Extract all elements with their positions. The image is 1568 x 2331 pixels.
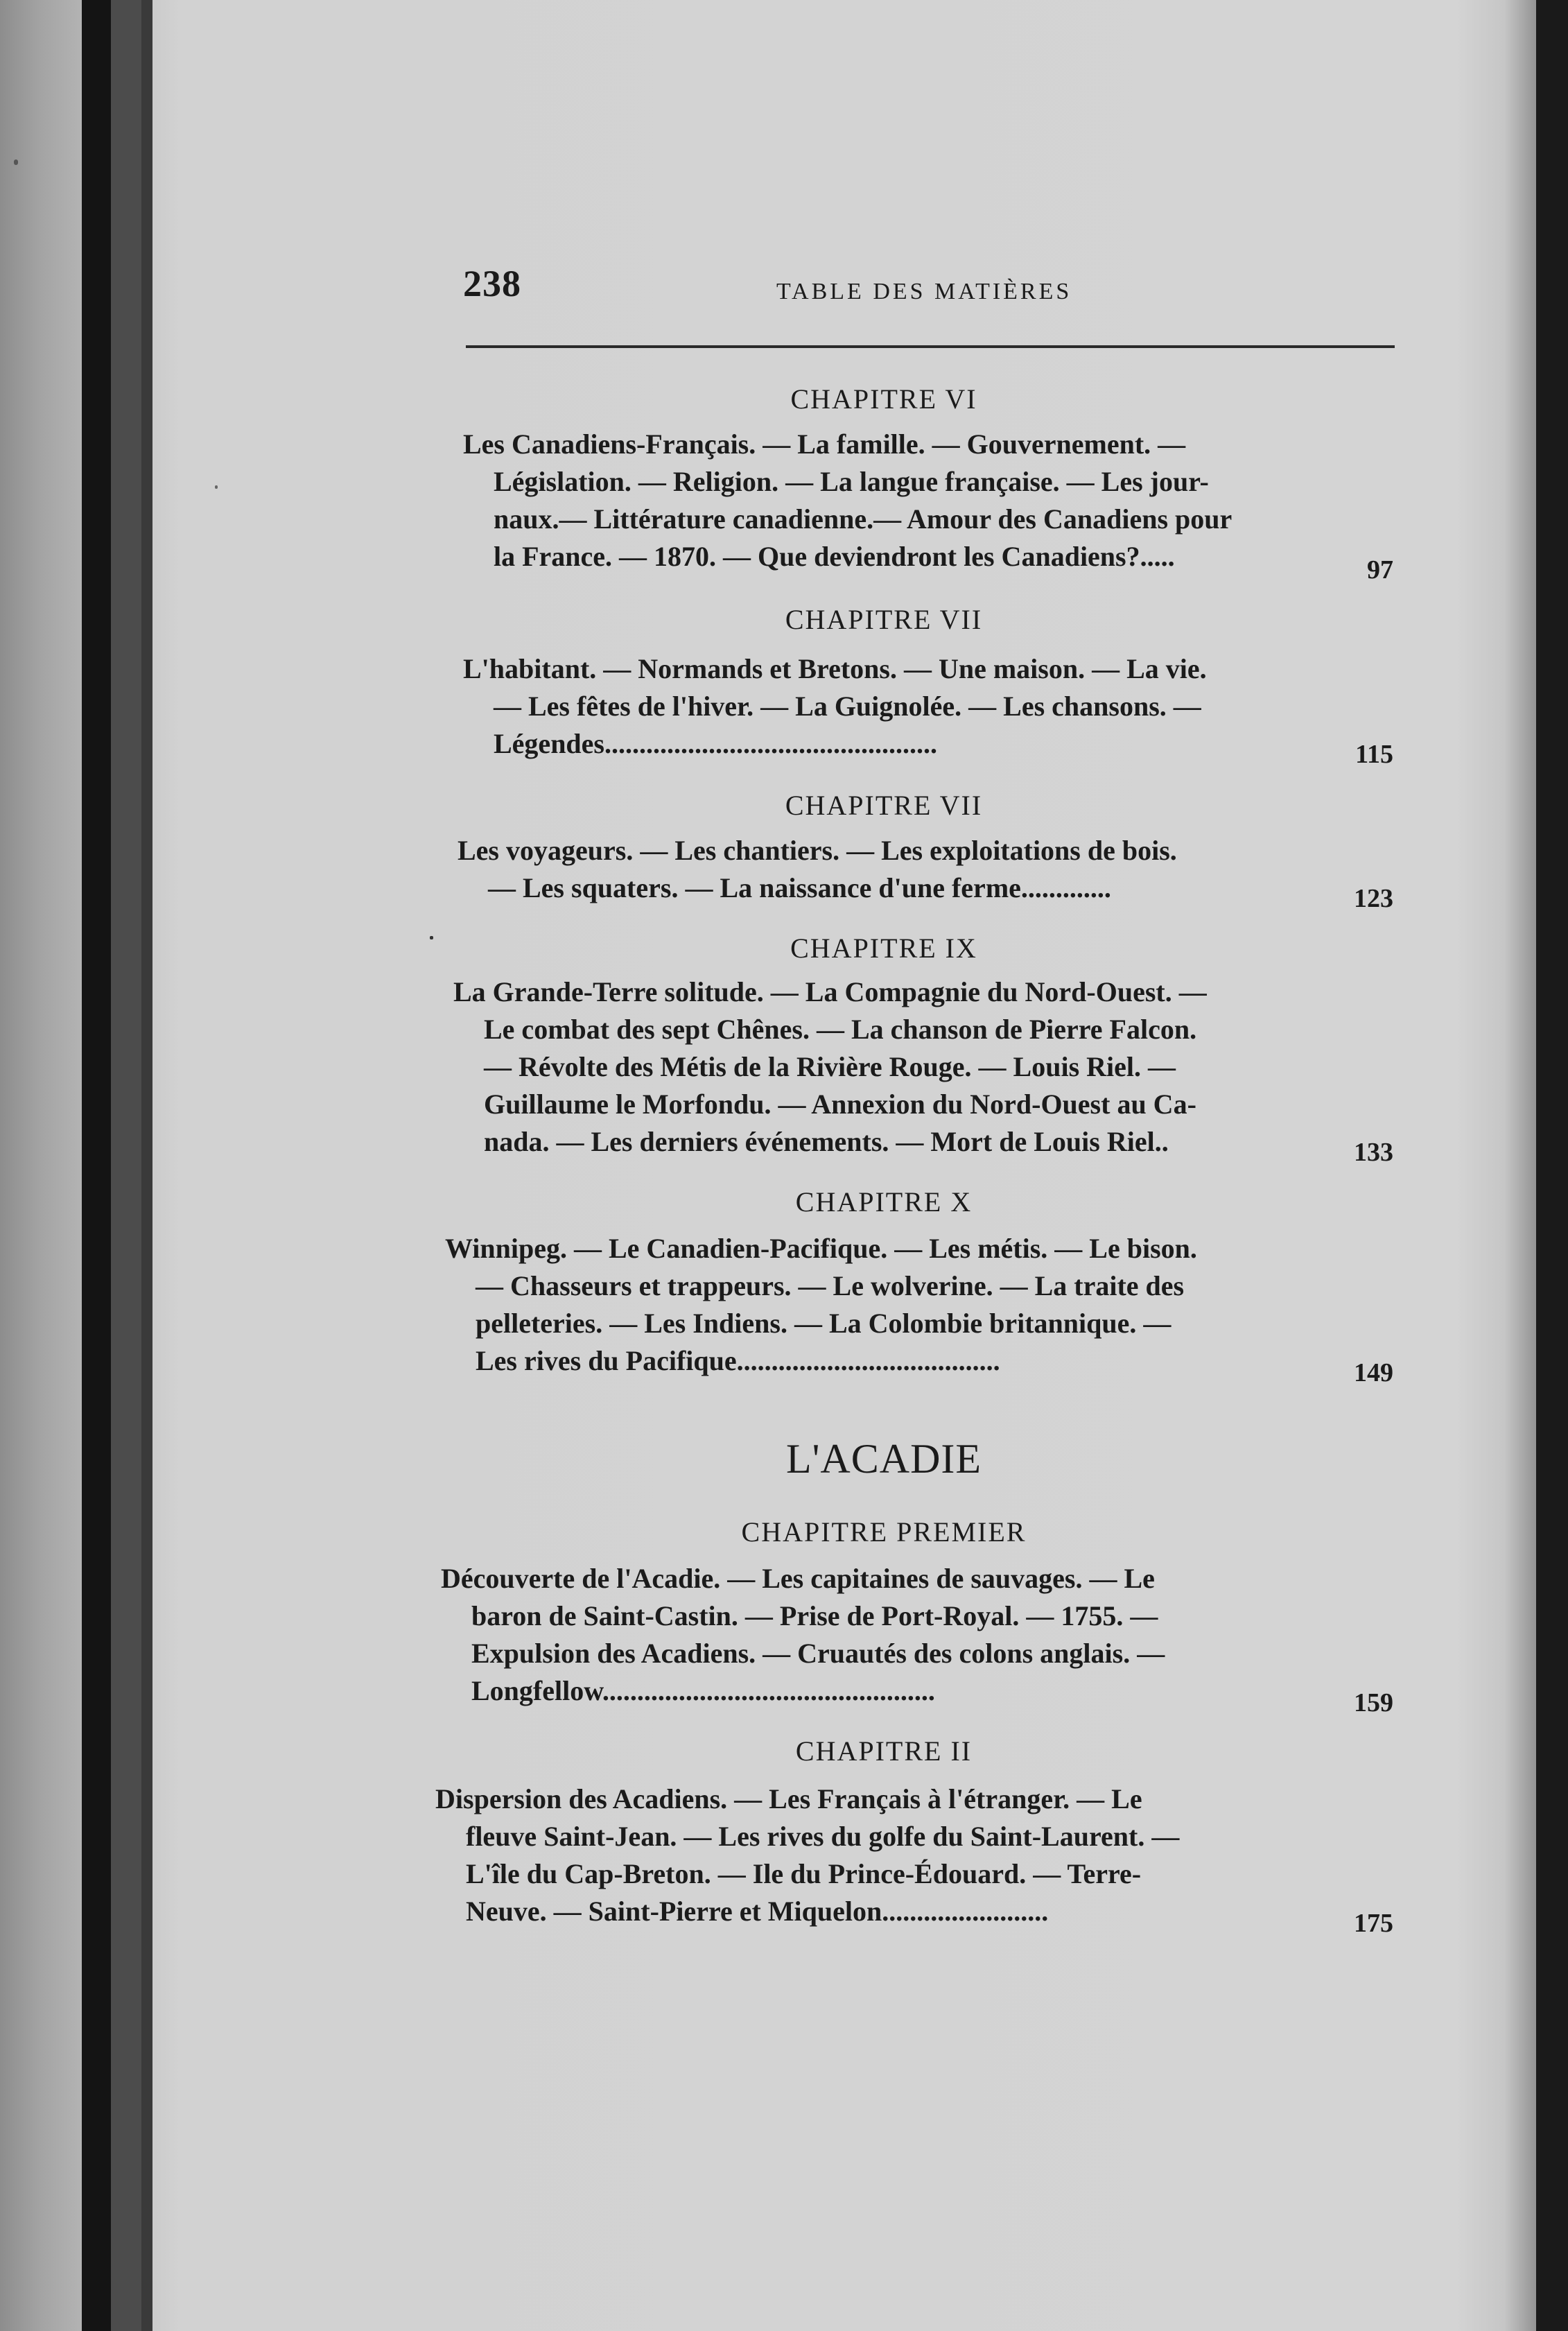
toc-line: Neuve. — Saint-Pierre et Miquelon........................ [466, 1896, 1049, 1927]
toc-line: — Les squaters. — La naissance d'une ferme............. [488, 872, 1111, 903]
toc-page-number: 123 [1354, 884, 1393, 913]
toc-entry [435, 1780, 1447, 1930]
header-rule [466, 345, 1395, 348]
toc-line: Winnipeg. — Le Canadien-Pacifique. — Les métis. — Le bison. [445, 1233, 1197, 1264]
toc-line: — Les fêtes de l'hiver. — La Guignolée. — Les chansons. — [494, 691, 1201, 722]
toc-line: la France. — 1870. — Que deviendront les Canadiens?..... [494, 541, 1175, 572]
toc-line: — Chasseurs et trappeurs. — Le wolverine. — La traite des [476, 1270, 1185, 1301]
toc-line: Les voyageurs. — Les chantiers. — Les exploitations de bois. [458, 835, 1177, 866]
toc-page-number: 133 [1354, 1138, 1393, 1167]
toc-line: L'île du Cap-Breton. — Ile du Prince-Édouard. — Terre- [466, 1858, 1142, 1889]
toc-page-number: 159 [1354, 1688, 1393, 1717]
toc-line: Légendes................................................ [494, 728, 937, 759]
chapter-heading: CHAPITRE VI [790, 383, 977, 415]
toc-line: Découverte de l'Acadie. — Les capitaines de sauvages. — Le [441, 1563, 1155, 1594]
toc-page-number: 149 [1354, 1358, 1393, 1387]
chapter-heading: CHAPITRE II [795, 1735, 973, 1767]
toc-line: Les rives du Pacifique...................................... [476, 1345, 1000, 1376]
toc-entry [463, 426, 1475, 575]
toc-page-number: 97 [1367, 555, 1393, 584]
toc-line: pelleteries. — Les Indiens. — La Colombie britannique. — [476, 1308, 1171, 1339]
toc-entry [441, 1560, 1453, 1710]
toc-line: Législation. — Religion. — La langue française. — Les jour- [494, 466, 1209, 497]
toc-line: Guillaume le Morfondu. — Annexion du Nord-Ouest au Ca- [484, 1089, 1196, 1120]
toc-line: fleuve Saint-Jean. — Les rives du golfe du Saint-Laurent. — [466, 1821, 1180, 1852]
toc-page-number: 175 [1354, 1909, 1393, 1938]
running-head-title: TABLE DES MATIÈRES [776, 279, 1072, 304]
toc-line: La Grande-Terre solitude. — La Compagnie du Nord-Ouest. — [453, 976, 1207, 1007]
chapter-heading: CHAPITRE PREMIER [741, 1516, 1027, 1548]
toc-line: nada. — Les derniers événements. — Mort de Louis Riel.. [484, 1126, 1169, 1157]
toc-page-number: 115 [1355, 740, 1393, 769]
chapter-heading: CHAPITRE IX [790, 933, 977, 964]
toc-line: Les Canadiens-Français. — La famille. — Gouvernement. — [463, 428, 1186, 460]
chapter-heading: CHAPITRE VII [785, 790, 983, 821]
section-title: L'ACADIE [785, 1436, 982, 1482]
toc-line: — Révolte des Métis de la Rivière Rouge. — Louis Riel. — [484, 1051, 1176, 1082]
toc-line: L'habitant. — Normands et Bretons. — Une maison. — La vie. [463, 653, 1207, 684]
toc-line: Le combat des sept Chênes. — La chanson de Pierre Falcon. [484, 1014, 1197, 1045]
chapter-heading: CHAPITRE VII [785, 604, 983, 635]
toc-line: Expulsion des Acadiens. — Cruautés des colons anglais. — [471, 1638, 1165, 1669]
toc-line: Dispersion des Acadiens. — Les Français à l'étranger. — Le [435, 1783, 1142, 1814]
page-number: 238 [463, 263, 521, 304]
toc-line: naux.— Littérature canadienne.— Amour des Canadiens pour [494, 503, 1232, 535]
toc-line: Longfellow................................................ [471, 1675, 935, 1706]
chapter-heading: CHAPITRE X [795, 1186, 973, 1218]
toc-entry [453, 973, 1465, 1161]
toc-line: baron de Saint-Castin. — Prise de Port-Royal. — 1755. — [471, 1600, 1158, 1631]
